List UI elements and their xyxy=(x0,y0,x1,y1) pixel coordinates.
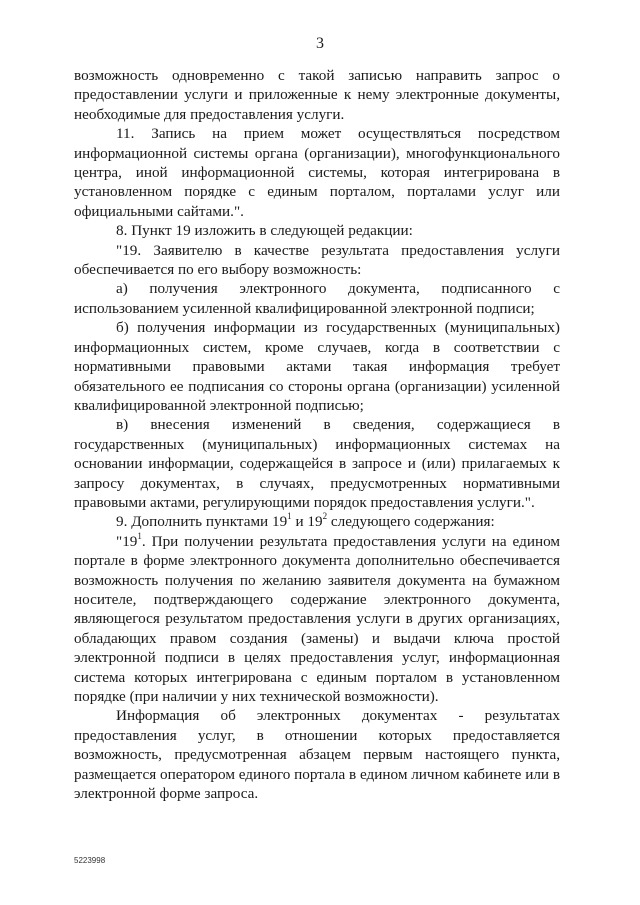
point-19-1-text-body: . При получении результата предоставления услуги на едином портале в форме электронного документа дополнительно обеспечивается возможность получения по желанию заявителя документа на бумажном носителе, подтверждающего содержание электронного документа, являющегося результатом предоставления услуги в других организациях, обладающих правом создания (замены) и выдачи ключа простой электронной подписи в целях предоставления услуг, информационная система которых интегрирована с единым порталом в установленном порядке (при наличии у них технической возможности). xyxy=(74,532,560,705)
paragraph-subitem-b: б) получения информации из государственных (муниципальных) информационных систем, кроме случаев, когда в соответствии с нормативными правовыми актами такая информация требует обязательного ее подписания со стороны органа (организации) усиленной квалифицированной электронной подписью; xyxy=(74,319,560,414)
superscript: 1 xyxy=(137,530,142,541)
paragraph-continuation: возможность одновременно с такой записью направить запрос о предоставлении услуги и приложенные к нему электронные документы, необходимые для предоставления услуги. xyxy=(74,67,560,123)
paragraph-point-19-1 xyxy=(74,532,560,707)
paragraph-point-19: "19. Заявителю в качестве результата предоставления услуги обеспечивается по его выбору возможность: xyxy=(74,241,560,279)
document-code: 5223998 xyxy=(74,856,106,865)
paragraph-subitem-v: в) внесения изменений в сведения, содержащиеся в государственных (муниципальных) информационных системах на основании информации, содержащейся в запросе и (или) прилагаемых к запросу документах, в случаях, предусмотренных нормативными правовыми актами, регулирующими порядок предоставления услуги.". xyxy=(74,416,560,511)
paragraph-item-8: 8. Пункт 19 изложить в следующей редакции: xyxy=(116,222,413,240)
superscript: 1 xyxy=(287,511,292,522)
page-number: 3 xyxy=(316,35,324,52)
item-9-text-middle: и 19 xyxy=(291,513,323,531)
document-body xyxy=(74,66,560,803)
item-9-text-end: следующего содержания: xyxy=(327,513,495,531)
point-19-1-text-start: "19 xyxy=(116,532,138,550)
paragraph-information: Информация об электронных документах - результатах предоставления услуг, в отношении которых предоставляется возможность, предусмотренная абзацем первым настоящего пункта, размещается оператором единого портала в едином личном кабинете или в электронной форме запроса. xyxy=(74,707,560,803)
superscript: 2 xyxy=(322,511,328,522)
item-9-text-start: 9. Дополнить пунктами 19 xyxy=(116,513,288,531)
paragraph-subitem-a: а) получения электронного документа, подписанного с использованием усиленной квалифицированной электронной подписи; xyxy=(74,280,560,317)
paragraph-item-11: 11. Запись на прием может осуществляться посредством информационной системы органа (организации), многофункционального центра, иной информационной системы, которая интегрирована в установленном порядке с единым порталом, порталами услуг или официальными сайтами.". xyxy=(74,125,560,220)
paragraph-item-9 xyxy=(74,512,560,531)
